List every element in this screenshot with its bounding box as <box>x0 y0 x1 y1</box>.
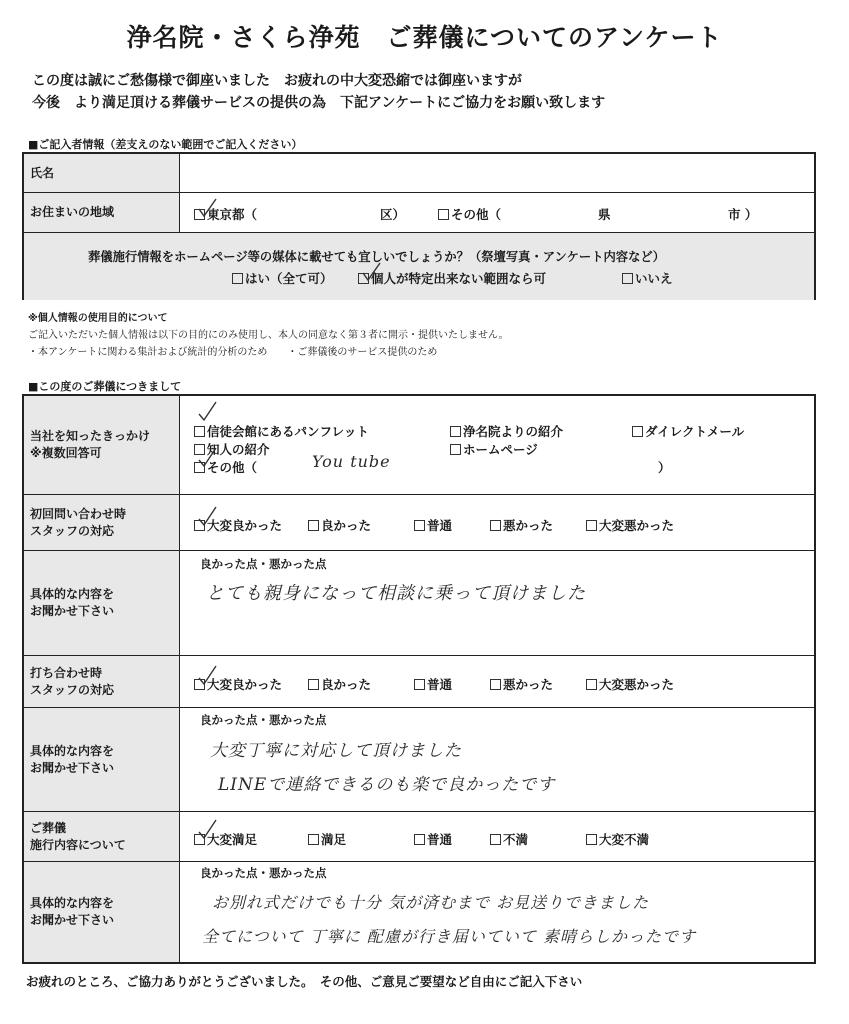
detail1-field[interactable] <box>180 551 814 655</box>
intro-line-2: 今後 より満足頂ける葬儀サービスの提供の為 下記アンケートにご協力をお願い致します <box>32 95 606 111</box>
service-ratings <box>180 812 814 861</box>
checkbox-icon[interactable] <box>414 834 425 845</box>
address-ken-suffix: 県 <box>598 207 611 222</box>
consent-partial-option[interactable]: 個人が特定出来ない範囲なら可 <box>358 269 546 287</box>
checkbox-icon[interactable] <box>308 520 319 531</box>
checkbox-icon[interactable] <box>232 273 243 284</box>
checkbox-icon[interactable] <box>490 834 501 845</box>
detail1-points-heading: 良かった点・悪かった点 <box>200 557 327 571</box>
meeting-rate-bad[interactable]: 悪かった <box>490 675 553 693</box>
checkbox-icon[interactable] <box>490 520 501 531</box>
meeting-row <box>24 656 814 708</box>
checkbox-icon[interactable] <box>308 679 319 690</box>
meeting-rate-very-bad[interactable]: 大変悪かった <box>586 675 674 693</box>
checkmark-icon <box>360 261 382 283</box>
detail2-comment-line1: 大変丁寧に対応して頂けました <box>210 741 462 761</box>
checkmark-icon <box>196 818 218 840</box>
name-label: 氏名 <box>24 154 180 192</box>
checkmark-icon <box>196 446 218 468</box>
service-satisfied[interactable]: 満足 <box>308 830 346 848</box>
privacy-text: ご記入いただいた個人情報は以下の目的にのみ使用し、本人の同意なく第３者に開示・提供いたしません。 <box>28 330 509 341</box>
page-title: 浄名院・さくら浄苑 ご葬儀についてのアンケート <box>126 23 723 52</box>
funeral-survey-table <box>22 394 816 964</box>
section1-heading: ■ご記入者情報（差支えのない範囲でご記入ください） <box>28 138 303 151</box>
consent-row <box>24 233 814 300</box>
service-label: ご葬儀 施行内容について <box>24 812 180 861</box>
checkmark-icon <box>196 664 218 686</box>
service-row <box>24 812 814 862</box>
initial-inquiry-ratings <box>180 495 814 550</box>
detail2-label: 具体的な内容を お聞かせ下さい <box>24 708 180 811</box>
meeting-rate-good[interactable]: 良かった <box>308 675 371 693</box>
section2-heading: ■この度のご葬儀につきまして <box>28 380 182 393</box>
detail1-label: 具体的な内容を お聞かせ下さい <box>24 551 180 655</box>
source-row <box>24 396 814 495</box>
checkbox-icon[interactable] <box>414 520 425 531</box>
initial-inquiry-label: 初回問い合わせ時 スタッフの対応 <box>24 495 180 550</box>
source-options <box>180 396 814 494</box>
checkbox-icon[interactable] <box>438 209 449 220</box>
initial-rate-normal[interactable]: 普通 <box>414 516 452 534</box>
checkbox-icon[interactable] <box>308 834 319 845</box>
source-label: 当社を知ったきっかけ ※複数回答可 <box>24 396 180 494</box>
checkmark-icon <box>196 400 218 422</box>
detail3-label: 具体的な内容を お聞かせ下さい <box>24 862 180 962</box>
checkbox-icon[interactable] <box>622 273 633 284</box>
source-direct-mail-option[interactable]: ダイレクトメール <box>632 422 744 440</box>
detail3-comment-line2: 全てについて 丁寧に 配慮が行き届いていて 素晴らしかったです <box>202 927 696 946</box>
source-jomyoin-option[interactable]: 浄名院よりの紹介 <box>450 422 563 440</box>
source-other-answer: You tube <box>312 452 391 471</box>
initial-rate-bad[interactable]: 悪かった <box>490 516 553 534</box>
initial-rate-good[interactable]: 良かった <box>308 516 371 534</box>
meeting-ratings <box>180 656 814 707</box>
detail2-row <box>24 708 814 812</box>
intro-line-1: この度は誠にご愁傷様で御座いました お疲れの中大変恐縮では御座いますが <box>32 73 522 89</box>
meeting-rate-very-good[interactable]: 大変良かった <box>194 675 282 693</box>
initial-rate-very-good[interactable]: 大変良かった <box>194 516 282 534</box>
address-shi-suffix: 市 ） <box>728 207 758 222</box>
footer-text: お疲れのところ、ご協力ありがとうございました。 その他、ご意見ご要望など自由にご記入下さい <box>26 974 583 989</box>
initial-rate-very-bad[interactable]: 大変悪かった <box>586 516 674 534</box>
name-row <box>24 154 814 193</box>
checkbox-icon[interactable] <box>586 679 597 690</box>
checkbox-icon[interactable] <box>586 520 597 531</box>
checkbox-icon[interactable] <box>586 834 597 845</box>
meeting-rate-normal[interactable]: 普通 <box>414 675 452 693</box>
source-pamphlet-option[interactable]: 信徒会館にあるパンフレット <box>194 422 369 440</box>
detail2-points-heading: 良かった点・悪かった点 <box>200 713 327 727</box>
service-dissatisfied[interactable]: 不満 <box>490 830 528 848</box>
checkbox-icon[interactable] <box>490 679 501 690</box>
service-very-dissatisfied[interactable]: 大変不満 <box>586 830 649 848</box>
privacy-purposes: ・本アンケートに関わる集計および統計的分析のため ・ご葬儀後のサービス提供のため <box>28 347 438 358</box>
consent-question: 葬儀施行情報をホームページ等の媒体に載せても宜しいでしょうか？（祭壇写真・アンケート内容など） <box>88 250 665 264</box>
service-very-satisfied[interactable]: 大変満足 <box>194 830 257 848</box>
checkbox-icon[interactable] <box>414 679 425 690</box>
service-normal[interactable]: 普通 <box>414 830 452 848</box>
meeting-label: 打ち合わせ時 スタッフの対応 <box>24 656 180 707</box>
source-other-close: ） <box>658 460 671 475</box>
source-homepage-option[interactable]: ホームページ <box>450 440 538 458</box>
checkmark-icon <box>196 505 218 527</box>
address-tokyo-option[interactable]: 東京都（ <box>194 205 257 223</box>
detail1-row <box>24 551 814 656</box>
respondent-info-table <box>22 152 816 300</box>
privacy-heading: ※個人情報の使用目的について <box>28 313 168 324</box>
detail3-field[interactable] <box>180 862 814 962</box>
address-row <box>24 193 814 233</box>
detail1-comment: とても親身になって相談に乗って頂けました <box>206 583 586 604</box>
name-field[interactable] <box>180 154 814 192</box>
source-other-option[interactable]: その他（ <box>194 458 257 476</box>
consent-yes-option[interactable]: はい（全て可） <box>232 269 333 287</box>
detail2-field[interactable] <box>180 708 814 811</box>
checkmark-icon <box>196 197 218 219</box>
consent-no-option[interactable]: いいえ <box>622 269 673 287</box>
address-field[interactable] <box>180 193 814 232</box>
checkbox-icon[interactable] <box>450 426 461 437</box>
initial-inquiry-row <box>24 495 814 551</box>
address-ku-suffix: 区） <box>380 207 406 222</box>
detail3-row <box>24 862 814 962</box>
detail3-points-heading: 良かった点・悪かった点 <box>200 866 327 880</box>
address-label: お住まいの地域 <box>24 193 180 232</box>
address-other-option[interactable]: その他（ <box>438 205 501 223</box>
checkbox-icon[interactable] <box>450 444 461 455</box>
detail3-comment-line1: お別れ式だけでも十分 気が済むまで お見送りできました <box>212 893 650 912</box>
source-acquaintance-option[interactable]: 知人の紹介 <box>194 440 270 458</box>
checkbox-icon[interactable] <box>194 426 205 437</box>
checkbox-icon[interactable] <box>632 426 643 437</box>
detail2-comment-line2: LINEで連絡できるのも楽で良かったです <box>218 775 556 795</box>
